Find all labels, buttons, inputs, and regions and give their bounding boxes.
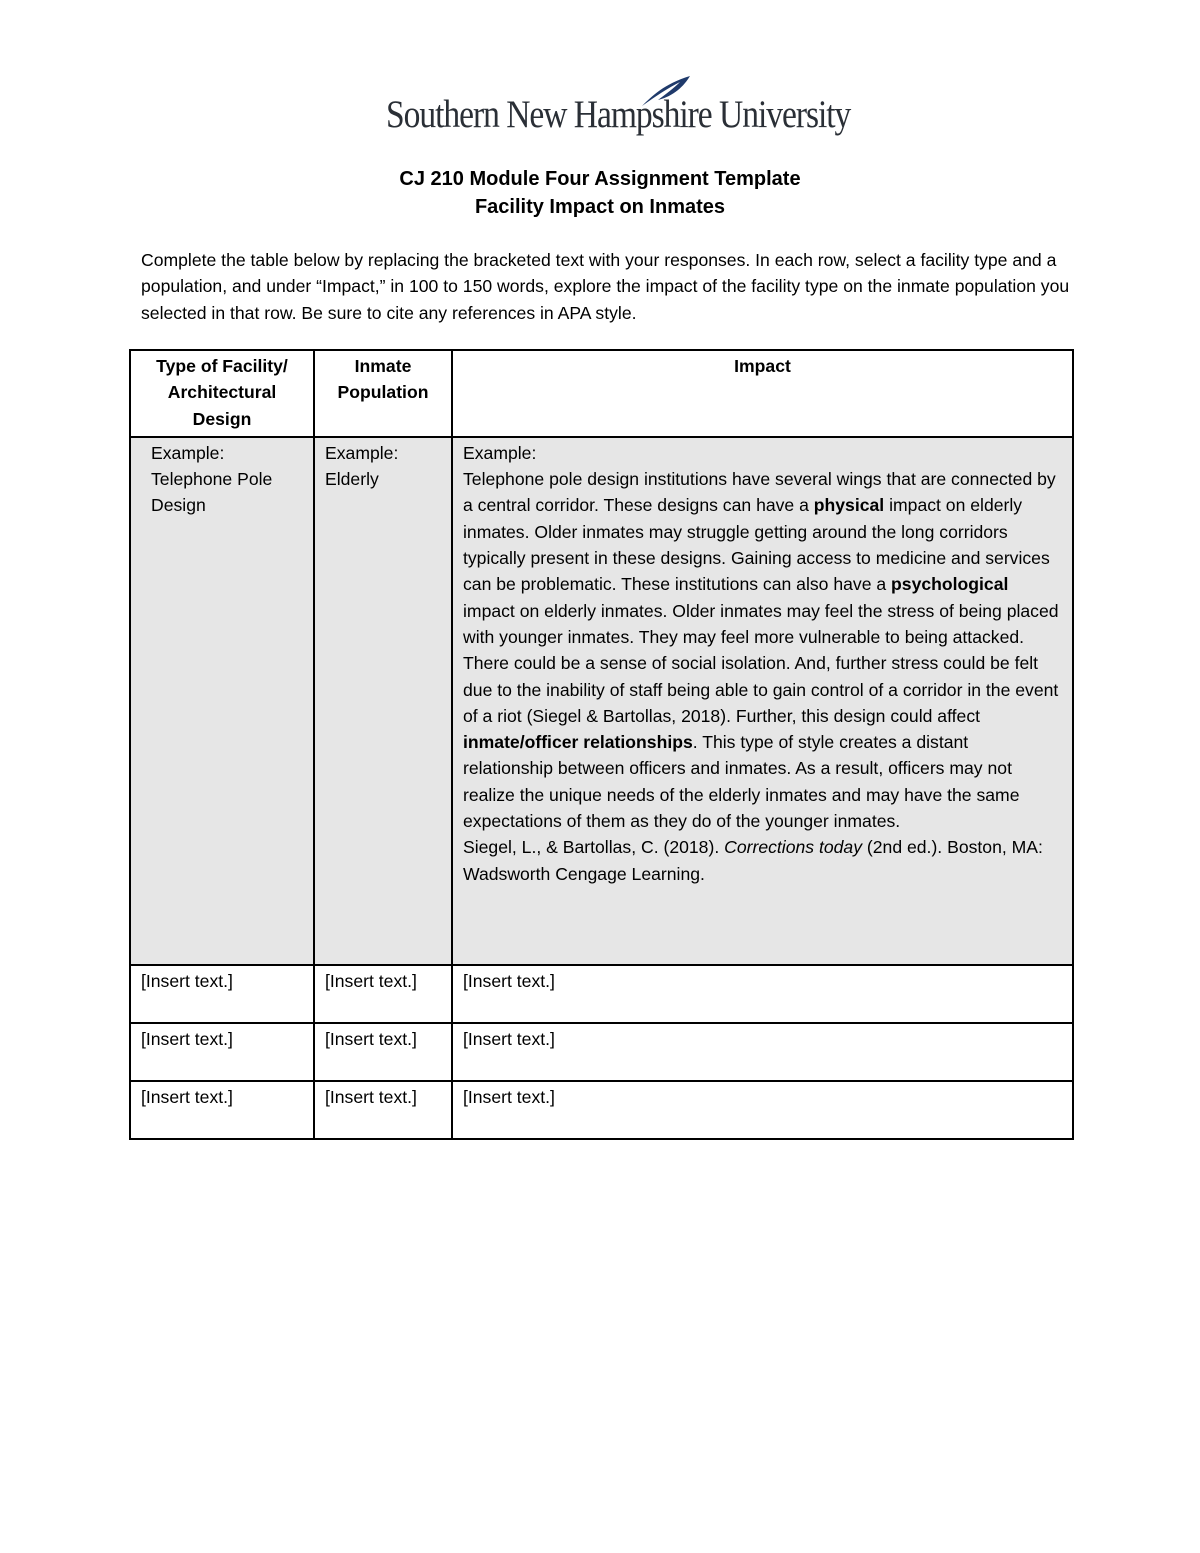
table-row	[130, 965, 1073, 1023]
header-population: Inmate Population	[314, 350, 452, 437]
example-label: Example:	[151, 442, 225, 463]
insert-text-cell[interactable]: [Insert text.]	[314, 1023, 452, 1081]
example-population-cell	[314, 437, 452, 965]
feather-icon	[638, 74, 694, 108]
impact-bold-term: psychological	[891, 574, 1009, 595]
reference-book-title: Corrections today	[724, 837, 862, 858]
example-row	[130, 437, 1073, 965]
reference-text: (2nd ed.). Boston, MA: Wadsworth Cengage Learning.	[463, 837, 1043, 884]
example-label: Example:	[325, 442, 399, 463]
logo-wordmark: Southern New Hampshire University	[386, 93, 851, 136]
insert-text-cell[interactable]: [Insert text.]	[130, 1081, 314, 1139]
document-subtitle: Facility Impact on Inmates	[474, 196, 726, 218]
document-title: CJ 210 Module Four Assignment Template	[399, 168, 801, 190]
example-population-value: Elderly	[325, 469, 379, 490]
insert-text-cell[interactable]: [Insert text.]	[130, 1023, 314, 1081]
table-row	[130, 1023, 1073, 1081]
insert-text-cell[interactable]: [Insert text.]	[452, 1081, 1073, 1139]
impact-text: impact on elderly inmates. Older inmates may struggle getting around the long corridors typically present in these designs. Gaining access to medicine and services can be problematic. These institutions can also have a	[463, 495, 1050, 595]
example-facility-value: Telephone Pole Design	[151, 469, 273, 516]
university-logo	[386, 74, 851, 140]
reference-citation	[463, 834, 1062, 887]
table-header-row	[130, 350, 1073, 437]
impact-bold-term: physical	[813, 495, 885, 516]
example-facility-cell	[130, 437, 314, 965]
insert-text-cell[interactable]: [Insert text.]	[314, 1081, 452, 1139]
example-label: Example:	[463, 442, 537, 463]
insert-text-cell[interactable]: [Insert text.]	[314, 965, 452, 1023]
header-impact: Impact	[452, 350, 1073, 437]
impact-text: impact on elderly inmates. Older inmates may feel the stress of being placed with younger inmates. They may feel more vulnerable to being attacked. There could be a sense of social isolation. And, further stress could be felt due to the inability of staff being able to gain control of a corridor in the event of a riot (Siegel & Bartollas, 2018). Further, this design could affect	[463, 600, 1059, 726]
reference-text: Siegel, L., & Bartollas, C. (2018).	[463, 837, 725, 858]
impact-text: Telephone pole design institutions have several wings that are connected by a central corridor. These designs can have a	[463, 469, 1056, 516]
assignment-table	[129, 349, 1074, 1140]
impact-bold-term: inmate/officer relationships	[463, 732, 693, 753]
example-impact-cell	[452, 437, 1073, 965]
header-facility: Type of Facility/ Architectural Design	[130, 350, 314, 437]
insert-text-cell[interactable]: [Insert text.]	[452, 965, 1073, 1023]
insert-text-cell[interactable]: [Insert text.]	[452, 1023, 1073, 1081]
impact-text: . This type of style creates a distant relationship between officers and inmates. As a result, officers may not realize the unique needs of the elderly inmates and may have the same expectations of them as they do of the younger inmates.	[463, 732, 1020, 832]
table-row	[130, 1081, 1073, 1139]
instructions-paragraph: Complete the table below by replacing the bracketed text with your responses. In each row, select a facility type and a population, and under “Impact,” in 100 to 150 words, explore the impact of the facility type on the inmate population you selected in that row. Be sure to cite any references in APA style.	[141, 250, 1070, 323]
insert-text-cell[interactable]: [Insert text.]	[130, 965, 314, 1023]
